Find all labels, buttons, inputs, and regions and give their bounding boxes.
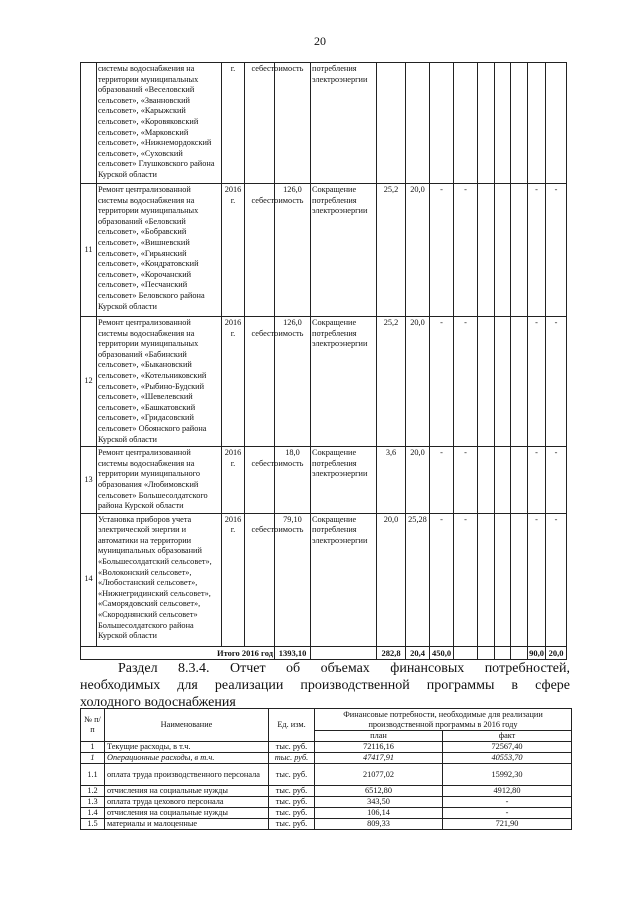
unit: тыс. руб. (269, 797, 315, 808)
measure-name: Ремонт централизованной системы водоснабжения на территории муниципальных образований «Бабинский сельсовет», «Быкановский сельсовет», «Котельниковский сельсовет», «Рыбино-Будский сельсовет», «Шевелевский сельсовет», «Башкатовский сельсовет», «Гридасовский сельсовет» Обоянского района Курской области (97, 317, 222, 447)
row-number: 1.4 (81, 808, 105, 819)
cost-amount (251, 317, 311, 447)
value-cell (406, 63, 430, 184)
row-number: 12 (81, 317, 97, 447)
value-cell (511, 184, 528, 317)
value-cell (478, 447, 495, 514)
table-row (81, 317, 567, 447)
value-cell: - (430, 513, 454, 646)
value-cell (511, 63, 528, 184)
value-cell (478, 184, 495, 317)
total-value: 20,0 (546, 646, 567, 659)
header-financial-needs: Финансовые потребности, необходимые для реализации производственной программы в 2016 году (315, 709, 572, 731)
year: 2016 г. (222, 513, 245, 646)
value-cell (495, 447, 511, 514)
unit: тыс. руб. (269, 764, 315, 786)
value-cell: 20,0 (406, 317, 430, 447)
header-unit: Ед. изм. (269, 709, 315, 742)
value-cell: - (528, 447, 546, 514)
value-cell: - (454, 184, 478, 317)
value-cell: - (454, 317, 478, 447)
cost-amount (251, 184, 311, 317)
value-cell: 20,0 (377, 513, 406, 646)
cost-source-label: себестоимость (251, 458, 304, 468)
cost-amount-value: 79,10 (283, 514, 302, 524)
value-cell: - (528, 513, 546, 646)
total-label: Итого 2016 год (81, 646, 275, 659)
row-number: 1.3 (81, 797, 105, 808)
item-name: Операционные расходы, в т.ч. (105, 753, 269, 764)
cost-amount (251, 447, 311, 514)
section-word: потребностей, (484, 661, 570, 676)
row-number: 1 (81, 753, 105, 764)
cost-amount (251, 63, 311, 184)
section-line-3: холодного водоснабжения (80, 695, 236, 710)
item-name: Текущие расходы, в т.ч. (105, 742, 269, 753)
row-number: 1.2 (81, 786, 105, 797)
value-cell: - (430, 184, 454, 317)
item-name: оплата труда цехового персонала (105, 797, 269, 808)
section-heading (80, 660, 570, 711)
year: 2016 г. (222, 184, 245, 317)
effect: Сокращение потребления электроэнергии (311, 447, 377, 514)
unit: тыс. руб. (269, 753, 315, 764)
section-number: 8.3.4. (178, 661, 210, 676)
page-number: 20 (314, 34, 326, 48)
value-cell (528, 63, 546, 184)
cost-source-label: себестоимость (251, 64, 304, 73)
section-line-2: необходимых для реализации производственной программы в сфере (80, 678, 570, 693)
row-number: 1 (81, 742, 105, 753)
fact-value: 721,90 (443, 819, 572, 830)
effect: Сокращение потребления электроэнергии (311, 317, 377, 447)
table-row (81, 786, 572, 797)
header-num: № п/п (81, 709, 105, 742)
cost-amount-value: 126,0 (283, 185, 302, 194)
value-cell: 20,0 (406, 184, 430, 317)
item-name: материалы и малоценные (105, 819, 269, 830)
fact-value: 40553,70 (443, 753, 572, 764)
value-cell: - (546, 317, 567, 447)
cost-spacer (245, 63, 275, 184)
row-number: 14 (81, 513, 97, 646)
value-cell: - (454, 513, 478, 646)
table-row (81, 819, 572, 830)
section-word: объемах (320, 661, 370, 676)
year: 2016 г. (222, 317, 245, 447)
value-cell: - (528, 317, 546, 447)
cost-source-label: себестоимость (251, 328, 304, 338)
fact-value: - (443, 808, 572, 819)
value-cell (454, 63, 478, 184)
total-empty (478, 646, 495, 659)
cost-source-label: себестоимость (251, 525, 304, 535)
year: г. (222, 63, 245, 184)
value-cell: - (546, 513, 567, 646)
table-row (81, 753, 572, 764)
value-cell (430, 63, 454, 184)
value-cell (495, 63, 511, 184)
value-cell (478, 63, 495, 184)
unit: тыс. руб. (269, 742, 315, 753)
value-cell: 20,0 (406, 447, 430, 514)
table-row (81, 63, 567, 184)
value-cell: - (430, 317, 454, 447)
plan-value: 343,50 (315, 797, 443, 808)
cost-amount-value: 126,0 (283, 318, 302, 327)
header-plan: план (315, 731, 443, 742)
financial-needs-table (80, 708, 572, 830)
value-cell: 3,6 (377, 447, 406, 514)
cost-source-label: себестоимость (251, 195, 304, 205)
table-row (81, 513, 567, 646)
total-value: 90,0 (529, 647, 544, 658)
item-name: отчисления на социальные нужды (105, 808, 269, 819)
value-cell (495, 184, 511, 317)
value-cell (495, 317, 511, 447)
fact-value: 4912,80 (443, 786, 572, 797)
row-number: 11 (81, 184, 97, 317)
item-name: оплата труда производственного персонала (105, 764, 269, 786)
measure-name: Ремонт централизованной системы водоснабжения на территории муниципальных образований «Беловский сельсовет», «Бобравский сельсовет», «Вишневский сельсовет», «Гирьянский сельсовет», «Кондратовский сельсовет», «Корочанский сельсовет», «Песчанский сельсовет» Беловского района Курской области (97, 184, 222, 317)
section-word: Отчет (229, 661, 266, 676)
total-value: 282,8 (377, 646, 406, 659)
table-row (81, 797, 572, 808)
section-word: финансовых (390, 661, 465, 676)
value-cell: - (528, 184, 546, 317)
total-value: 20,4 (406, 646, 430, 659)
fact-value: 15992,30 (443, 764, 572, 786)
table-row (81, 184, 567, 317)
total-cost: 1393,10 (275, 646, 311, 659)
plan-value: 809,33 (315, 819, 443, 830)
value-cell: 25,28 (406, 513, 430, 646)
plan-value: 21077,02 (315, 764, 443, 786)
fact-value: - (443, 797, 572, 808)
table-row (81, 808, 572, 819)
total-empty (311, 646, 377, 659)
effect: Сокращение потребления электроэнергии (311, 184, 377, 317)
plan-value: 6512,80 (315, 786, 443, 797)
value-cell: - (430, 447, 454, 514)
value-cell: 25,2 (377, 317, 406, 447)
section-word: Раздел (118, 661, 158, 676)
unit: тыс. руб. (269, 819, 315, 830)
value-cell (511, 447, 528, 514)
row-number: 1.1 (81, 764, 105, 786)
plan-value: 47417,91 (315, 753, 443, 764)
plan-value: 72116,16 (315, 742, 443, 753)
measures-table (80, 62, 567, 660)
value-cell (495, 513, 511, 646)
effect: потребления электроэнергии (311, 63, 377, 184)
cost-amount (251, 513, 311, 646)
total-empty (495, 646, 511, 659)
fact-value: 72567,40 (443, 742, 572, 753)
row-number: 1.5 (81, 819, 105, 830)
measure-name: системы водоснабжения на территории муниципальных образований «Веселовский сельсовет», «Званновский сельсовет», «Карыжский сельсовет», «Коровяковский сельсовет», «Марковский сельсовет», «Нижнемордокский сельсовет», «Суховский сельсовет» Глушковского района Курской области (97, 63, 222, 184)
row-number (81, 63, 97, 184)
table-row (81, 742, 572, 753)
effect: Сокращение потребления электроэнергии (311, 513, 377, 646)
value-cell: - (454, 447, 478, 514)
table-row (81, 764, 572, 786)
measure-name: Ремонт централизованной системы водоснабжения на территории муниципального образования «Любимовский сельсовет» Большесолдатского района Курской области (97, 447, 222, 514)
section-word: об (286, 661, 301, 676)
cost-amount-value: 18,0 (285, 448, 300, 458)
value-cell: 25,2 (377, 184, 406, 317)
value-cell (546, 63, 567, 184)
value-cell (511, 513, 528, 646)
unit: тыс. руб. (269, 808, 315, 819)
cost-spacer (245, 447, 275, 514)
value-cell (478, 513, 495, 646)
plan-value: 106,14 (315, 808, 443, 819)
header-name: Наименование (105, 709, 269, 742)
unit: тыс. руб. (269, 786, 315, 797)
value-cell (377, 63, 406, 184)
item-name: отчисления на социальные нужды (105, 786, 269, 797)
total-empty (454, 646, 478, 659)
value-cell (478, 317, 495, 447)
header-fact: факт (443, 731, 572, 742)
value-cell: - (546, 447, 567, 514)
value-cell: - (546, 184, 567, 317)
year: 2016 г. (222, 447, 245, 514)
table-row (81, 447, 567, 514)
total-empty (511, 646, 528, 659)
row-number: 13 (81, 447, 97, 514)
measure-name: Установка приборов учета электрической энергии и автоматики на территории муниципальных образований «Большесолдатский сельсовет», «Волоконский сельсовет», «Любостанский сельсовет», «Нижнегридинский сельсовет», «Саморядовский сельсовет», «Скороднянский сельсовет» Большесолдатского района Курской области (97, 513, 222, 646)
value-cell (511, 317, 528, 447)
total-value: 450,0 (430, 646, 454, 659)
total-row (81, 646, 567, 659)
